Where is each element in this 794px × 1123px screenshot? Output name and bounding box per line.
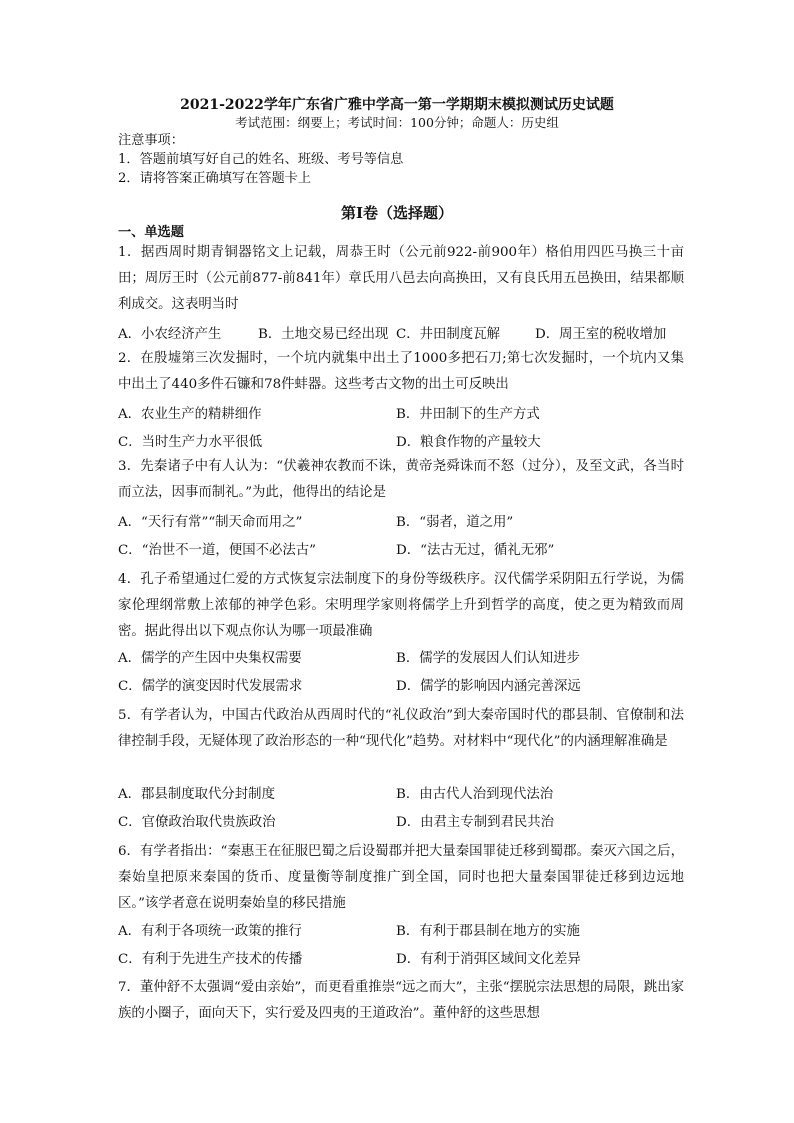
notice-heading: 注意事项： xyxy=(118,133,184,148)
question-4-option-d: D．儒学的影响因内涵完善深远 xyxy=(396,679,581,694)
question-1-option-a: A．小农经济产生 xyxy=(118,327,222,342)
question-1-option-c: C．井田制度瓦解 xyxy=(396,327,500,342)
question-5-option-c: C．官僚政治取代贵族政治 xyxy=(118,815,276,830)
question-1-option-d: D．周王室的税收增加 xyxy=(535,327,667,342)
question-7-stem: 7．董仲舒不太强调“爱由亲始”，而更看重推崇“远之而大”，主张“摆脱宗法思想的局限，跳出家族的小圈子，面向天下，实行爱及四夷的王道政治”。董仲舒的这些思想 xyxy=(118,980,684,1021)
section-title: 第I卷（选择题） xyxy=(340,204,454,222)
question-1-option-b: B．土地交易已经出现 xyxy=(258,327,389,342)
question-3-stem: 3．先秦诸子中有人认为：“伏羲神农教而不诛，黄帝尧舜诛而不怒（过分），及至文武，各当时而立法，因事而制礼。”为此，他得出的结论是 xyxy=(118,459,684,500)
question-5-option-d: D．由君主专制到君民共治 xyxy=(396,815,555,830)
question-4-option-c: C．儒学的演变因时代发展需求 xyxy=(118,679,303,694)
notice-item-1: 1．答题前填写好自己的姓名、班级、考号等信息 xyxy=(118,152,404,167)
question-6-option-d: D．有利于消弭区域间文化差异 xyxy=(396,952,581,967)
question-2-option-b: B．井田制下的生产方式 xyxy=(396,407,540,422)
question-5-stem: 5．有学者认为，中国古代政治从西周时代的“礼仪政治”到大秦帝国时代的郡县制、官僚制和法律控制手段，无疑体现了政治形态的一种“现代化”趋势。对材料中“现代化”的内涵理解准确是 xyxy=(118,708,684,749)
exam-subtitle: 考试范围：纲要上；考试时间：100分钟；命题人：历史组 xyxy=(235,115,559,130)
question-3-option-a: A．“天行有常”“制天命而用之” xyxy=(118,515,303,530)
question-4-option-a: A．儒学的产生因中央集权需要 xyxy=(118,651,302,666)
question-2-option-a: A．农业生产的精耕细作 xyxy=(118,407,262,422)
question-2-option-c: C．当时生产力水平很低 xyxy=(118,435,263,450)
question-3-option-c: C．“治世不一道，便国不必法古” xyxy=(118,543,317,558)
question-4-stem: 4．孔子希望通过仁爱的方式恢复宗法制度下的身份等级秩序。汉代儒学采阴阳五行学说，为儒家伦理纲常敷上浓郁的神学色彩。宋明理学家则将儒学上升到哲学的高度，使之更为精致而周密。据此得出以下观点你认为哪一项最准确 xyxy=(118,572,684,639)
question-6-option-a: A．有利于各项统一政策的推行 xyxy=(118,924,302,939)
question-3-option-d: D．“法古无过，循礼无邪” xyxy=(396,543,555,558)
question-5-option-a: A．郡县制度取代分封制度 xyxy=(118,787,275,802)
question-2-option-d: D．粮食作物的产量较大 xyxy=(396,435,541,450)
question-2-stem: 2．在殷墟第三次发掘时，一个坑内就集中出土了1000多把石刀;第七次发掘时，一个坑内又集中出土了440多件石镰和78件蚌器。这些考古文物的出土可反映出 xyxy=(118,351,684,392)
question-6-option-c: C．有利于先进生产技术的传播 xyxy=(118,952,303,967)
question-6-option-b: B．有利于郡县制在地方的实施 xyxy=(396,924,580,939)
question-3-option-b: B．“弱者，道之用” xyxy=(396,515,514,530)
question-5-option-b: B．由古代人治到现代法治 xyxy=(396,787,554,802)
exam-title: 2021-2022学年广东省广雅中学高一第一学期期末模拟测试历史试题 xyxy=(180,97,614,113)
part-title: 一、单选题 xyxy=(118,225,184,240)
question-4-option-b: B．儒学的发展因人们认知进步 xyxy=(396,651,580,666)
question-6-stem: 6．有学者指出：“秦惠王在征服巴蜀之后设蜀郡并把大量秦国罪徒迁移到蜀郡。秦灭六国之后，秦始皇把原来秦国的货币、度量衡等制度推广到全国，同时也把大量秦国罪徒迁移到边远地区。”该学者意在说明秦始皇的移民措施 xyxy=(118,844,684,911)
question-1-stem: 1．据西周时期青铜器铭文上记载，周恭王时（公元前922-前900年）格伯用四匹马换三十亩田；周厉王时（公元前877-前841年）章氏用八邑去向高换田，又有良氏用五邑换田，结果都顺利成交。这表明当时 xyxy=(118,245,684,312)
notice-item-2: 2．请将答案正确填写在答题卡上 xyxy=(118,171,312,186)
